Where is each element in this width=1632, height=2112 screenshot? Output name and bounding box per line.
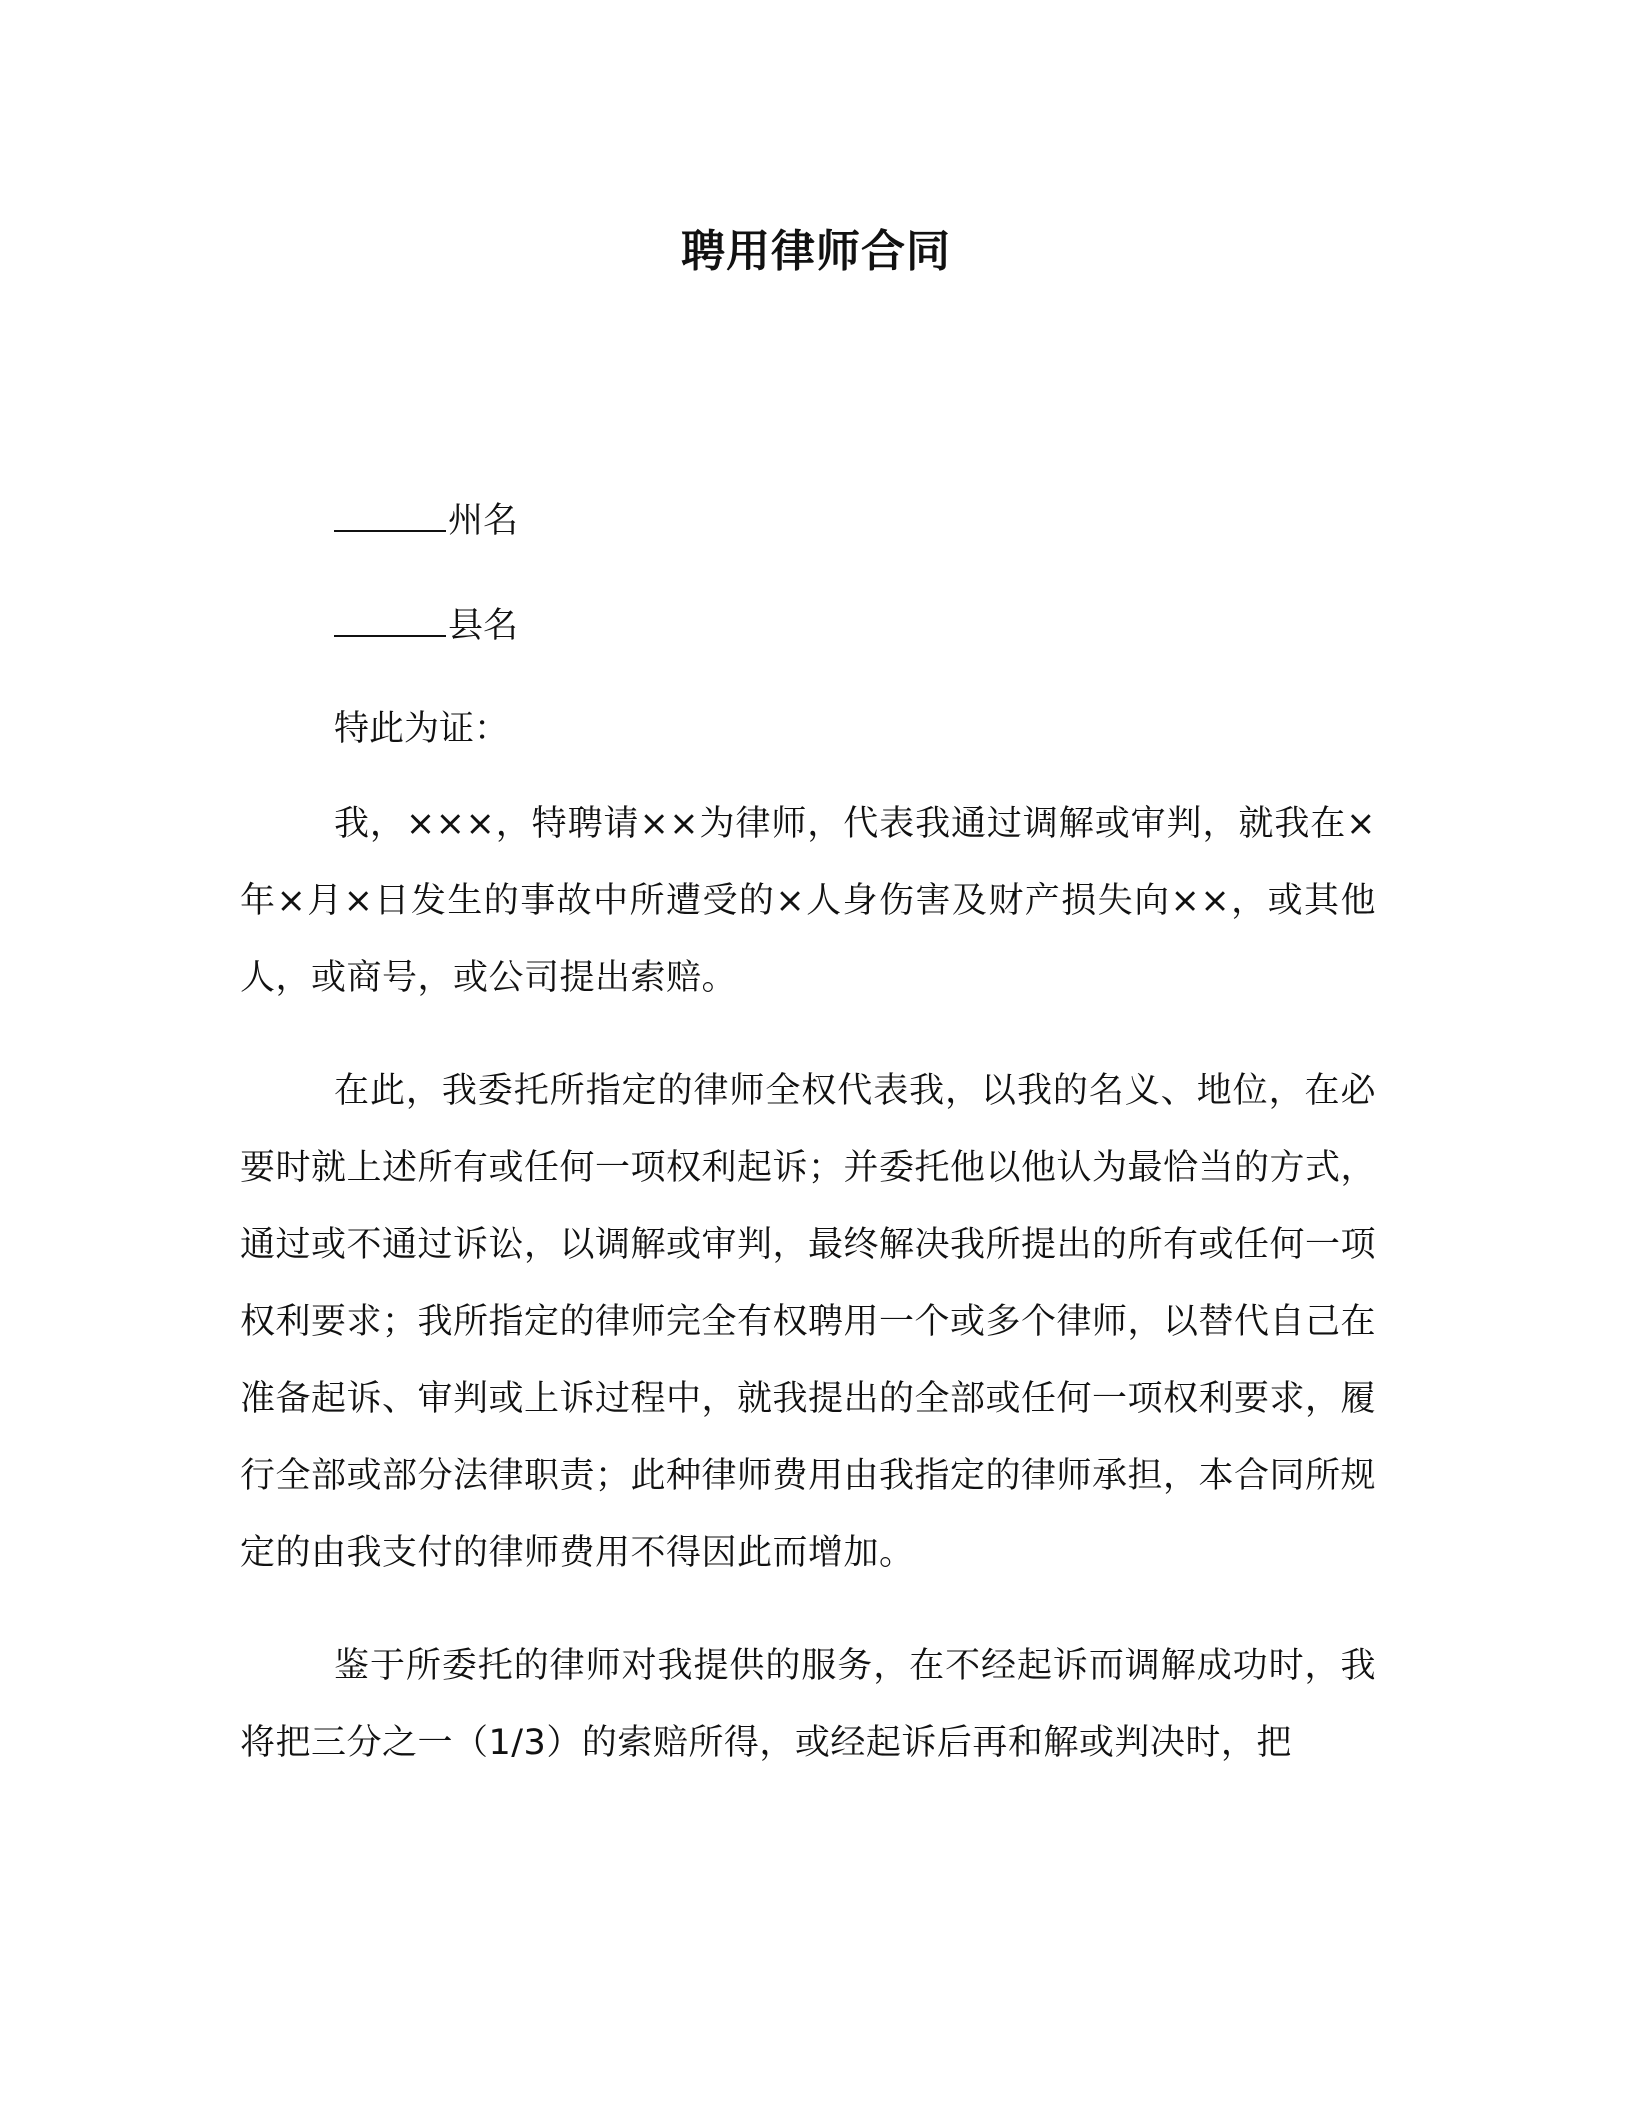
state-name-field	[334, 494, 518, 546]
field-label-county: 县名	[448, 606, 519, 646]
paragraph-engagement: 我，×××，特聘请××为律师，代表我通过调解或审判，就我在×年×月×日发生的事故中所遭受的×人身伤害及财产损失向××，或其他人，或商号，或公司提出索赔。	[240, 804, 1376, 998]
blank-line	[334, 599, 446, 637]
page-title: 聘用律师合同	[681, 226, 951, 277]
paragraph-authorization: 在此，我委托所指定的律师全权代表我，以我的名义、地位，在必要时就上述所有或任何一项权利起诉；并委托他以他认为最恰当的方式，通过或不通过诉讼，以调解或审判，最终解决我所提出的所有或任何一项权利要求；我所指定的律师完全有权聘用一个或多个律师，以替代自己在准备起诉、审判或上诉过程中，就我提出的全部或任何一项权利要求，履行全部或部分法律职责；此种律师费用由我指定的律师承担，本合同所规定的由我支付的律师费用不得因此而增加。	[240, 1071, 1377, 1573]
field-label-state: 州名	[448, 501, 519, 541]
paragraph-fees: 鉴于所委托的律师对我提供的服务，在不经起诉而调解成功时，我将把三分之一（1/3）的索赔所得，或经起诉后再和解或判决时，把	[240, 1646, 1376, 1763]
county-name-field	[334, 599, 518, 651]
blank-line	[334, 494, 446, 532]
closing-statement: 特此为证：	[334, 709, 510, 749]
